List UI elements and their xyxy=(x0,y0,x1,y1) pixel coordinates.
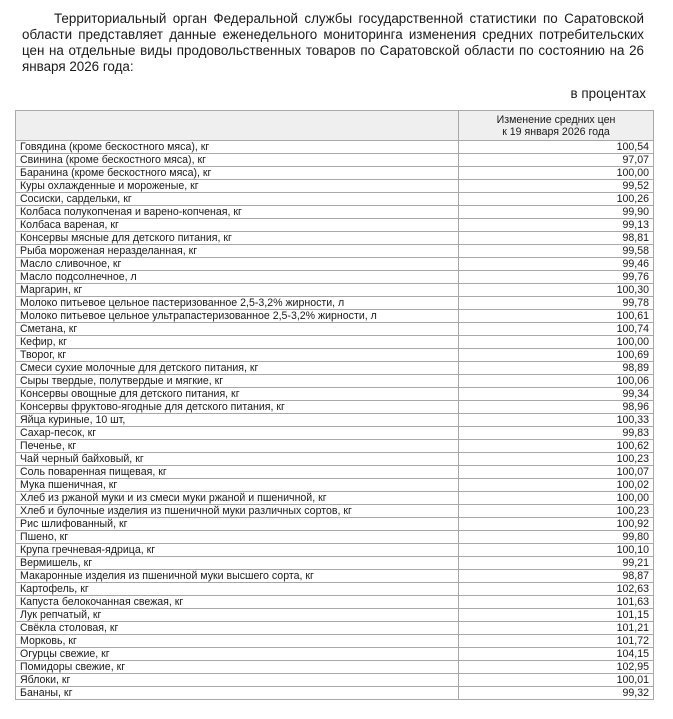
product-name-cell: Печенье, кг xyxy=(16,440,459,453)
table-row xyxy=(16,206,654,219)
product-name-cell: Хлеб и булочные изделия из пшеничной муки различных сортов, кг xyxy=(16,505,459,518)
table-row xyxy=(16,661,654,674)
price-change-value-cell: 100,00 xyxy=(459,336,654,349)
header-value-line2: к 19 января 2026 года xyxy=(502,125,610,138)
product-name-cell: Бананы, кг xyxy=(16,687,459,700)
price-change-value-cell: 100,07 xyxy=(459,466,654,479)
intro-paragraph: Территориальный орган Федеральной службы государственной статистики по Саратовской области представляет данные еженедельного мониторинга изменения средних потребительских цен на отдельные виды продовольственных товаров по Саратовской области по состоянию на 26 января 2026 года: xyxy=(22,11,644,74)
table-row xyxy=(16,427,654,440)
product-name-cell: Картофель, кг xyxy=(16,583,459,596)
table-row xyxy=(16,648,654,661)
table-row xyxy=(16,336,654,349)
product-name-cell: Соль поваренная пищевая, кг xyxy=(16,466,459,479)
price-change-value-cell: 102,63 xyxy=(459,583,654,596)
product-name-cell: Макаронные изделия из пшеничной муки высшего сорта, кг xyxy=(16,570,459,583)
product-name-cell: Лук репчатый, кг xyxy=(16,609,459,622)
product-name-cell: Свёкла столовая, кг xyxy=(16,622,459,635)
table-row xyxy=(16,583,654,596)
price-change-value-cell: 100,02 xyxy=(459,479,654,492)
table-row xyxy=(16,440,654,453)
product-name-cell: Сосиски, сардельки, кг xyxy=(16,193,459,206)
table-row xyxy=(16,154,654,167)
product-name-cell: Яблоки, кг xyxy=(16,674,459,687)
price-change-value-cell: 101,21 xyxy=(459,622,654,635)
price-change-value-cell: 98,96 xyxy=(459,401,654,414)
price-change-value-cell: 99,21 xyxy=(459,557,654,570)
price-change-value-cell: 100,00 xyxy=(459,167,654,180)
product-name-cell: Консервы мясные для детского питания, кг xyxy=(16,232,459,245)
table-row xyxy=(16,141,654,154)
price-change-value-cell: 101,63 xyxy=(459,596,654,609)
product-name-cell: Консервы овощные для детского питания, кг xyxy=(16,388,459,401)
price-change-table xyxy=(15,110,654,700)
product-name-cell: Говядина (кроме бескостного мяса), кг xyxy=(16,141,459,154)
product-name-cell: Куры охлажденные и мороженые, кг xyxy=(16,180,459,193)
price-change-value-cell: 100,62 xyxy=(459,440,654,453)
product-name-cell: Масло подсолнечное, л xyxy=(16,271,459,284)
table-header-row xyxy=(16,111,654,141)
product-name-cell: Морковь, кг xyxy=(16,635,459,648)
price-change-value-cell: 100,00 xyxy=(459,492,654,505)
table-row xyxy=(16,388,654,401)
table-row xyxy=(16,258,654,271)
header-value-cell xyxy=(459,111,654,141)
table-row xyxy=(16,531,654,544)
price-change-value-cell: 99,13 xyxy=(459,219,654,232)
price-change-value-cell: 98,87 xyxy=(459,570,654,583)
price-change-value-cell: 100,23 xyxy=(459,505,654,518)
table-row xyxy=(16,167,654,180)
table-row xyxy=(16,414,654,427)
table-row xyxy=(16,271,654,284)
price-change-value-cell: 100,01 xyxy=(459,674,654,687)
product-name-cell: Помидоры свежие, кг xyxy=(16,661,459,674)
product-name-cell: Баранина (кроме бескостного мяса), кг xyxy=(16,167,459,180)
product-name-cell: Пшено, кг xyxy=(16,531,459,544)
product-name-cell: Хлеб из ржаной муки и из смеси муки ржаной и пшеничной, кг xyxy=(16,492,459,505)
table-row xyxy=(16,609,654,622)
table-row xyxy=(16,570,654,583)
product-name-cell: Сахар-песок, кг xyxy=(16,427,459,440)
price-change-value-cell: 99,80 xyxy=(459,531,654,544)
table-row xyxy=(16,349,654,362)
table-row xyxy=(16,297,654,310)
header-value-line1: Изменение средних цен xyxy=(496,113,616,126)
table-row xyxy=(16,232,654,245)
price-change-value-cell: 100,69 xyxy=(459,349,654,362)
price-change-value-cell: 99,32 xyxy=(459,687,654,700)
price-change-value-cell: 99,90 xyxy=(459,206,654,219)
table-row xyxy=(16,362,654,375)
product-name-cell: Колбаса вареная, кг xyxy=(16,219,459,232)
table-row xyxy=(16,492,654,505)
price-change-value-cell: 99,52 xyxy=(459,180,654,193)
product-name-cell: Капуста белокочанная свежая, кг xyxy=(16,596,459,609)
table-row xyxy=(16,596,654,609)
product-name-cell: Смеси сухие молочные для детского питания, кг xyxy=(16,362,459,375)
table-row xyxy=(16,674,654,687)
price-change-value-cell: 98,89 xyxy=(459,362,654,375)
product-name-cell: Молоко питьевое цельное ультрапастеризованное 2,5-3,2% жирности, л xyxy=(16,310,459,323)
table-row xyxy=(16,635,654,648)
table-row xyxy=(16,375,654,388)
table-row xyxy=(16,505,654,518)
price-change-value-cell: 100,92 xyxy=(459,518,654,531)
price-change-value-cell: 101,15 xyxy=(459,609,654,622)
price-change-value-cell: 99,58 xyxy=(459,245,654,258)
product-name-cell: Рис шлифованный, кг xyxy=(16,518,459,531)
product-name-cell: Сметана, кг xyxy=(16,323,459,336)
table-row xyxy=(16,544,654,557)
price-change-value-cell: 102,95 xyxy=(459,661,654,674)
price-change-value-cell: 104,15 xyxy=(459,648,654,661)
price-change-value-cell: 100,33 xyxy=(459,414,654,427)
price-change-value-cell: 100,61 xyxy=(459,310,654,323)
price-change-value-cell: 100,54 xyxy=(459,141,654,154)
product-name-cell: Огурцы свежие, кг xyxy=(16,648,459,661)
table-row xyxy=(16,466,654,479)
product-name-cell: Колбаса полукопченая и варено-копченая, кг xyxy=(16,206,459,219)
table-row xyxy=(16,219,654,232)
product-name-cell: Чай черный байховый, кг xyxy=(16,453,459,466)
table-row xyxy=(16,479,654,492)
price-change-value-cell: 98,81 xyxy=(459,232,654,245)
product-name-cell: Крупа гречневая-ядрица, кг xyxy=(16,544,459,557)
price-change-value-cell: 99,76 xyxy=(459,271,654,284)
product-name-cell: Маргарин, кг xyxy=(16,284,459,297)
table-row xyxy=(16,622,654,635)
price-change-value-cell: 100,06 xyxy=(459,375,654,388)
price-change-value-cell: 99,46 xyxy=(459,258,654,271)
product-name-cell: Творог, кг xyxy=(16,349,459,362)
price-change-value-cell: 99,34 xyxy=(459,388,654,401)
units-label: в процентах xyxy=(570,86,646,101)
table-row xyxy=(16,323,654,336)
header-name-cell xyxy=(16,111,459,141)
price-change-value-cell: 99,83 xyxy=(459,427,654,440)
price-change-value-cell: 100,74 xyxy=(459,323,654,336)
price-change-value-cell: 99,78 xyxy=(459,297,654,310)
table-row xyxy=(16,284,654,297)
price-change-value-cell: 100,10 xyxy=(459,544,654,557)
product-name-cell: Свинина (кроме бескостного мяса), кг xyxy=(16,154,459,167)
table-row xyxy=(16,557,654,570)
product-name-cell: Сыры твердые, полутвердые и мягкие, кг xyxy=(16,375,459,388)
price-change-value-cell: 97,07 xyxy=(459,154,654,167)
table-row xyxy=(16,453,654,466)
product-name-cell: Консервы фруктово-ягодные для детского питания, кг xyxy=(16,401,459,414)
table-row xyxy=(16,401,654,414)
table-row xyxy=(16,310,654,323)
table-row xyxy=(16,180,654,193)
product-name-cell: Вермишель, кг xyxy=(16,557,459,570)
price-change-value-cell: 100,23 xyxy=(459,453,654,466)
table-row xyxy=(16,245,654,258)
table-row xyxy=(16,687,654,700)
product-name-cell: Кефир, кг xyxy=(16,336,459,349)
product-name-cell: Мука пшеничная, кг xyxy=(16,479,459,492)
product-name-cell: Масло сливочное, кг xyxy=(16,258,459,271)
table-row xyxy=(16,193,654,206)
table-body xyxy=(16,141,654,700)
price-change-value-cell: 101,72 xyxy=(459,635,654,648)
product-name-cell: Рыба мороженая неразделанная, кг xyxy=(16,245,459,258)
price-change-value-cell: 100,30 xyxy=(459,284,654,297)
price-change-value-cell: 100,26 xyxy=(459,193,654,206)
product-name-cell: Яйца куриные, 10 шт, xyxy=(16,414,459,427)
product-name-cell: Молоко питьевое цельное пастеризованное 2,5-3,2% жирности, л xyxy=(16,297,459,310)
table-row xyxy=(16,518,654,531)
